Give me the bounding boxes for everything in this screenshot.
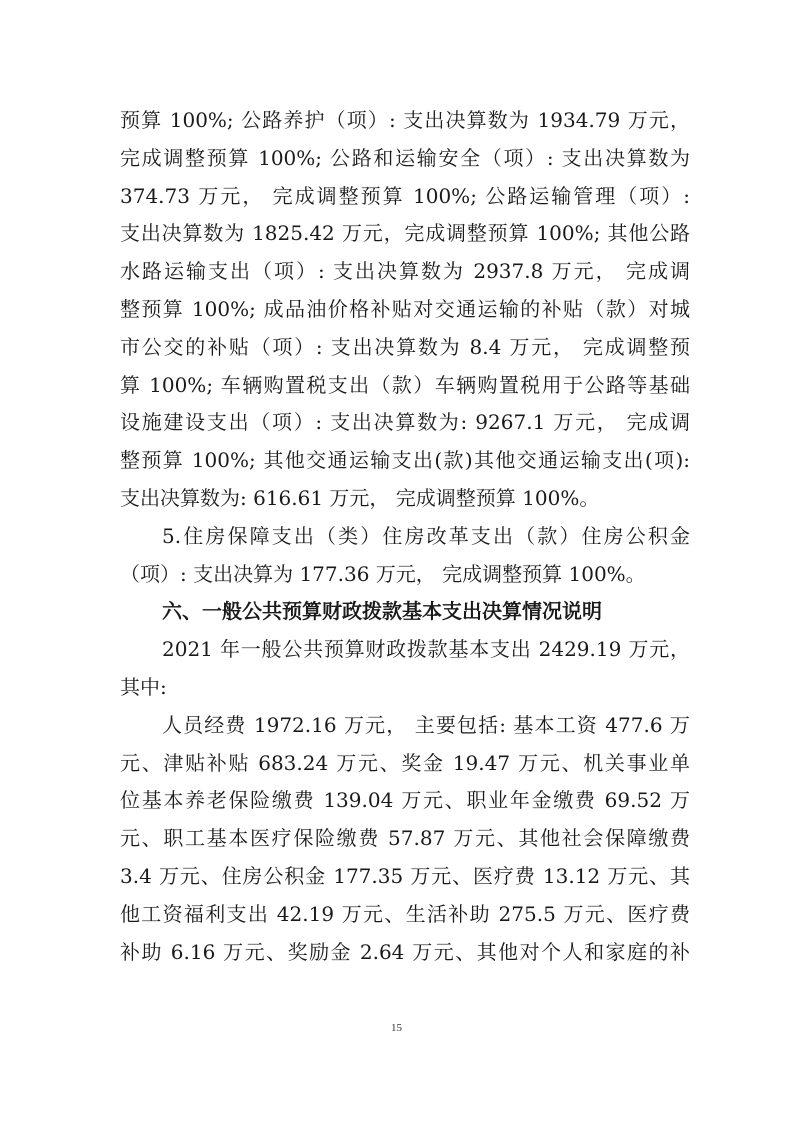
text-line: 元、职工基本医疗保险缴费 57.87 万元、其他社会保障缴费 (120, 826, 690, 851)
text-line: 支出决算数为 1825.42 万元，完成调整预算 100%; 其他公路 (120, 221, 690, 246)
text-line: 3.4 万元、住房公积金 177.35 万元、医疗费 13.12 万元、其 (120, 863, 690, 888)
text-line: 算 100%; 车辆购置税支出（款）车辆购置税用于公路等基础 (120, 372, 690, 397)
section-heading: 六、一般公共预算财政拨款基本支出决算情况说明 (162, 599, 602, 624)
text-line: 元、津贴补贴 683.24 万元、奖金 19.47 万元、机关事业单 (120, 750, 690, 775)
text-line: 完成调整预算 100%; 公路和运输安全（项）: 支出决算数为 (120, 145, 690, 170)
body-text (120, 102, 690, 971)
text-line: 整预算 100%; 其他交通运输支出(款)其他交通运输支出(项): (120, 448, 690, 473)
text-line: 支出决算数为: 616.61 万元， 完成调整预算 100%。 (120, 485, 600, 510)
text-line: 预算 100%; 公路养护（项）: 支出决算数为 1934.79 万元， (120, 108, 690, 132)
text-line: 2021 年一般公共预算财政拨款基本支出 2429.19 万元， (162, 637, 690, 662)
page-number: 15 (391, 1022, 402, 1034)
text-line: 设施建设支出（项）: 支出决算数为: 9267.1 万元， 完成调 (120, 410, 690, 435)
text-line: 他工资福利支出 42.19 万元、生活补助 275.5 万元、医疗费 (120, 901, 690, 926)
text-line: 水路运输支出（项）: 支出决算数为 2937.8 万元， 完成调 (120, 259, 690, 284)
text-line: 5.住房保障支出（类）住房改革支出（款）住房公积金 (162, 523, 690, 548)
text-line: 人员经费 1972.16 万元， 主要包括: 基本工资 477.6 万 (162, 712, 690, 737)
text-line: 位基本养老保险缴费 139.04 万元、职业年金缴费 69.52 万 (120, 788, 690, 813)
text-line: 374.73 万元， 完成调整预算 100%; 公路运输管理（项）: (120, 183, 690, 208)
text-line: 其中: (120, 674, 167, 699)
text-line: （项）: 支出决算为 177.36 万元， 完成调整预算 100%。 (120, 561, 646, 586)
text-line: 整预算 100%; 成品油价格补贴对交通运输的补贴（款）对城 (120, 296, 690, 321)
text-line: 补助 6.16 万元、奖励金 2.64 万元、其他对个人和家庭的补 (120, 939, 690, 964)
text-line: 市公交的补贴（项）: 支出决算数为 8.4 万元， 完成调整预 (120, 334, 690, 359)
